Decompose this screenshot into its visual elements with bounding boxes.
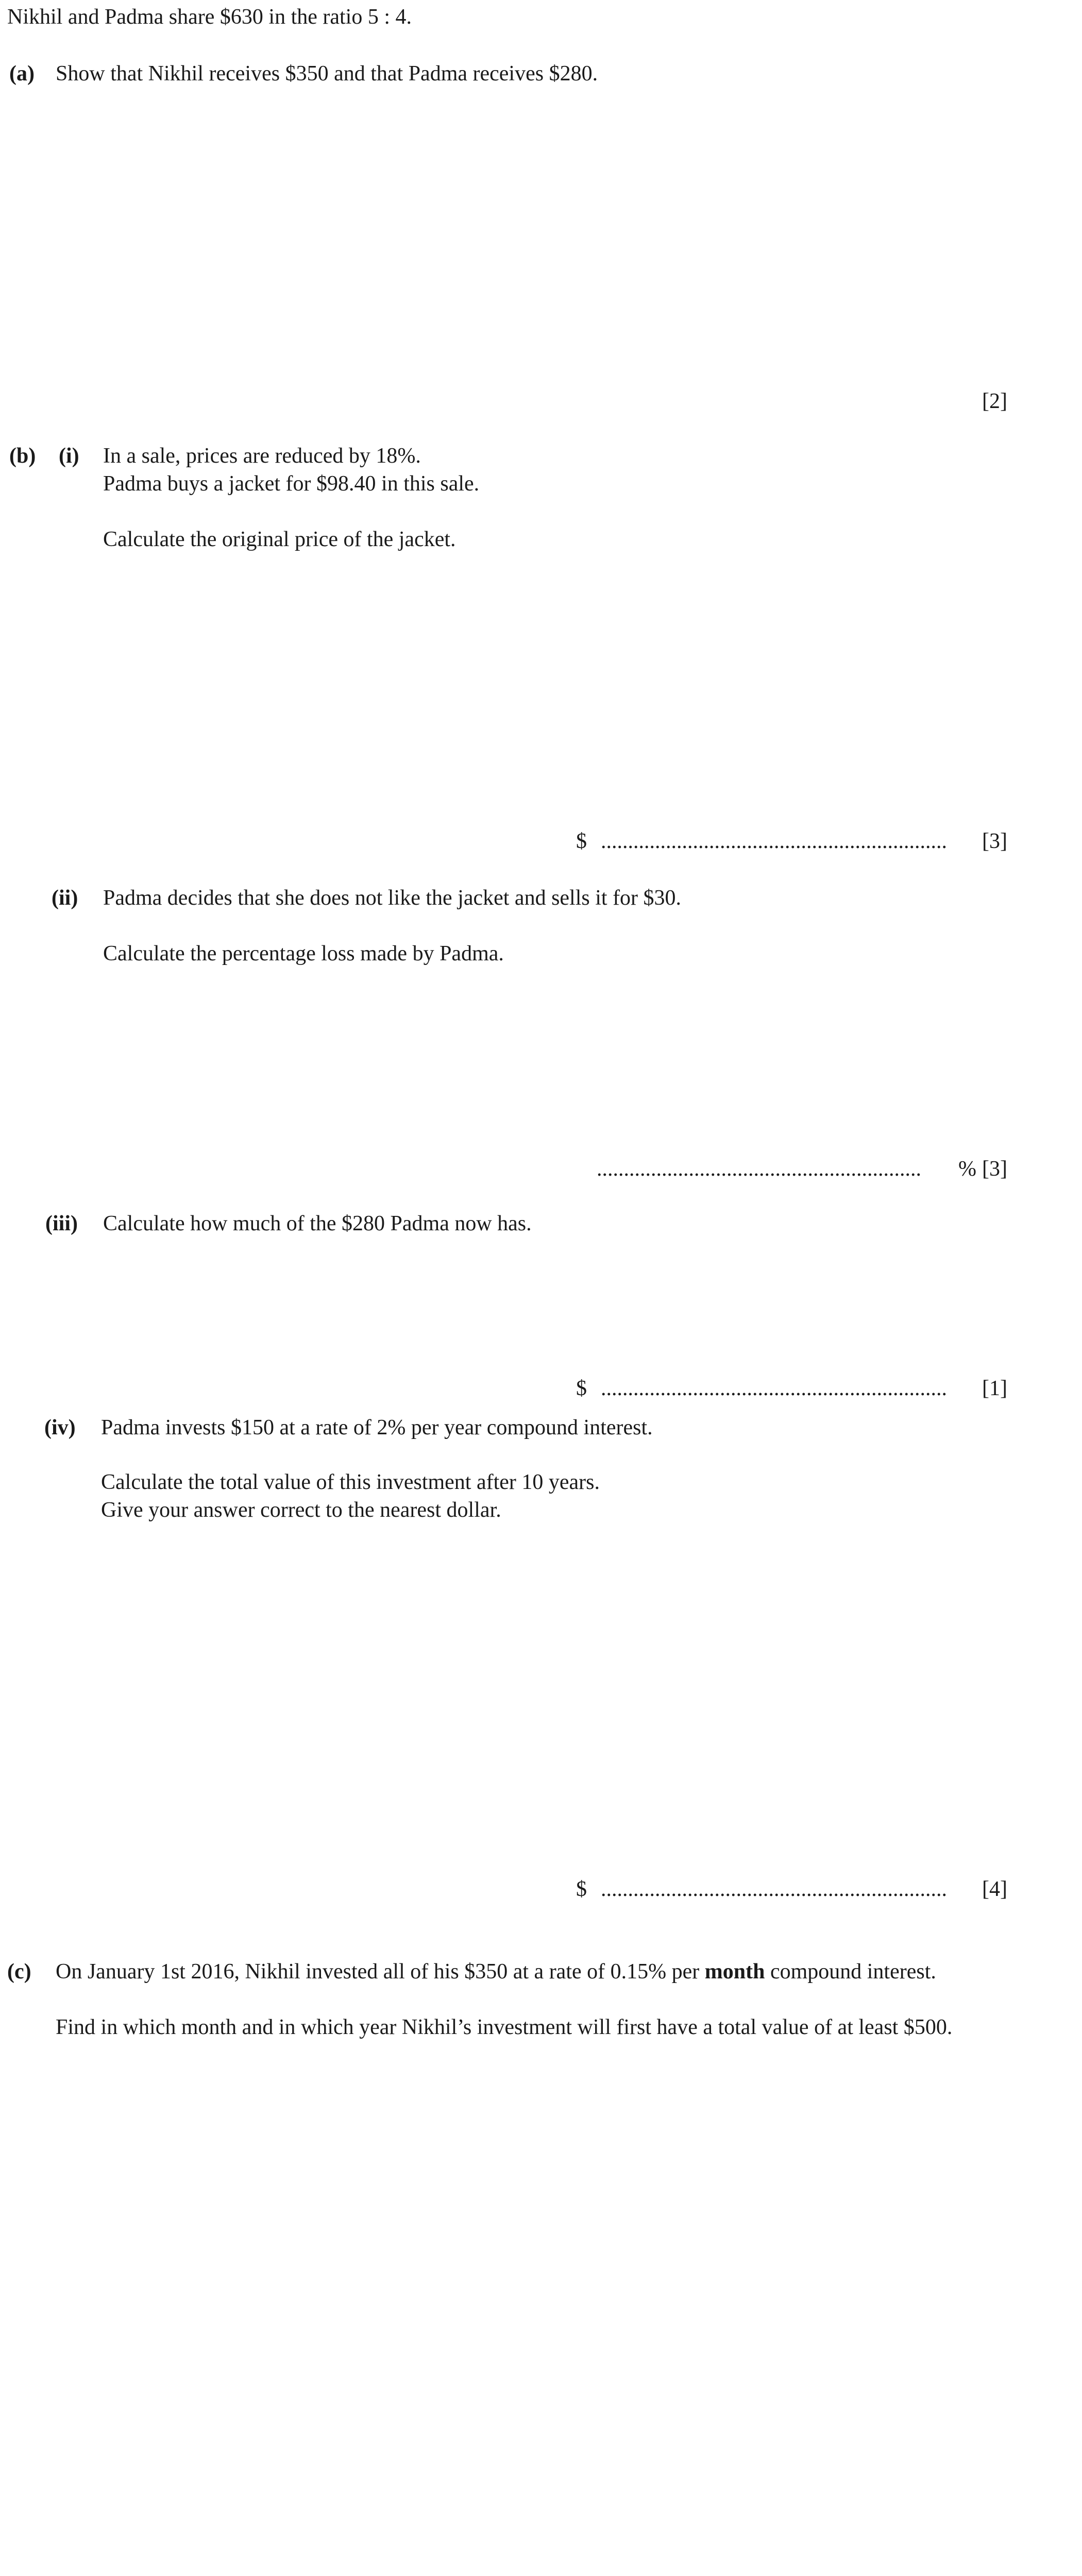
part-b-i-line1: In a sale, prices are reduced by 18%.: [103, 444, 421, 468]
part-b-ii-answer-line[interactable]: ............................................................: [597, 1157, 921, 1181]
part-b-iii-line1: Calculate how much of the $280 Padma now has.: [103, 1212, 532, 1235]
part-b-i-line3: Calculate the original price of the jacket.: [103, 528, 456, 551]
part-b-ii-label: (ii): [52, 886, 78, 910]
part-b-ii-line2: Calculate the percentage loss made by Padma.: [103, 942, 504, 965]
part-a-marks: [2]: [982, 389, 1007, 413]
part-a-text: Show that Nikhil receives $350 and that Padma receives $280.: [56, 62, 598, 86]
part-c-label: (c): [7, 1960, 31, 1984]
part-b-iii-answer-prefix: $: [576, 1377, 587, 1400]
part-b-i-answer-prefix: $: [576, 829, 587, 853]
part-b-label: (b): [9, 444, 36, 468]
part-c-line1-start: On January 1st 2016, Nikhil invested all of his $350 at a rate of 0.15% per: [56, 1960, 700, 1984]
part-b-iv-line3: Give your answer correct to the nearest dollar.: [101, 1498, 501, 1522]
part-b-ii-line1: Padma decides that she does not like the jacket and sells it for $30.: [103, 886, 682, 910]
part-b-iv-line1: Padma invests $150 at a rate of 2% per year compound interest.: [101, 1416, 653, 1439]
part-c-line2: Find in which month and in which year Nikhil’s investment will first have a total value of at least $500.: [56, 2015, 953, 2039]
part-a-label: (a): [9, 62, 35, 86]
part-b-iii-label: (iii): [45, 1212, 78, 1235]
part-b-iv-answer-line[interactable]: ................................................................: [601, 1877, 947, 1901]
part-b-i-answer-line[interactable]: ................................................................: [601, 829, 947, 853]
part-b-ii-marks: [3]: [982, 1157, 1007, 1181]
part-b-i-label: (i): [59, 444, 79, 468]
part-b-iii-marks: [1]: [982, 1377, 1007, 1400]
part-b-iv-line2: Calculate the total value of this investment after 10 years.: [101, 1470, 600, 1494]
part-b-ii-answer-suffix: %: [958, 1157, 976, 1181]
part-c-line1: [56, 1958, 936, 1986]
part-b-i-marks: [3]: [982, 829, 1007, 853]
part-c-line1-end: compound interest.: [770, 1960, 936, 1984]
part-b-iv-marks: [4]: [982, 1877, 1007, 1901]
part-b-iv-label: (iv): [44, 1416, 76, 1439]
part-b-iii-answer-line[interactable]: ................................................................: [601, 1377, 947, 1400]
part-c-line1-emphasis: month: [704, 1960, 765, 1984]
question-intro: Nikhil and Padma share $630 in the ratio 5 : 4.: [7, 5, 412, 29]
part-b-i-line2: Padma buys a jacket for $98.40 in this sale.: [103, 472, 480, 496]
part-b-iv-answer-prefix: $: [576, 1877, 587, 1901]
